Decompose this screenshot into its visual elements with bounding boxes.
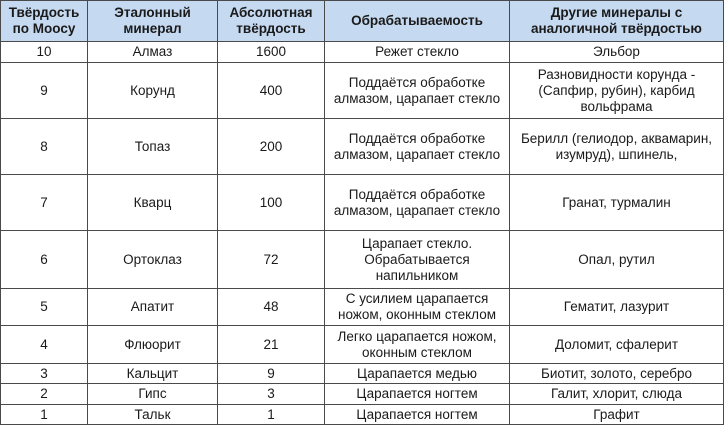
cell-absolute: 100 bbox=[218, 175, 325, 231]
cell-mineral: Корунд bbox=[88, 63, 218, 119]
cell-mineral: Алмаз bbox=[88, 42, 218, 63]
cell-hardness: 9 bbox=[1, 63, 88, 119]
cell-mineral: Кальцит bbox=[88, 364, 218, 384]
cell-absolute: 1600 bbox=[218, 42, 325, 63]
header-workability: Обрабатываемость bbox=[325, 1, 510, 42]
table-row bbox=[1, 405, 724, 425]
cell-others: Биотит, золото, серебро bbox=[510, 364, 724, 384]
cell-mineral: Кварц bbox=[88, 175, 218, 231]
cell-workability: Легко царапается ножом, оконным стеклом bbox=[325, 326, 510, 364]
table-header-row bbox=[1, 1, 724, 42]
cell-hardness: 4 bbox=[1, 326, 88, 364]
cell-hardness: 10 bbox=[1, 42, 88, 63]
cell-hardness: 5 bbox=[1, 289, 88, 326]
cell-hardness: 2 bbox=[1, 384, 88, 405]
cell-hardness: 7 bbox=[1, 175, 88, 231]
cell-workability: Царапается ногтем bbox=[325, 384, 510, 405]
cell-absolute: 72 bbox=[218, 231, 325, 289]
cell-absolute: 1 bbox=[218, 405, 325, 425]
cell-absolute: 48 bbox=[218, 289, 325, 326]
table-row bbox=[1, 42, 724, 63]
cell-mineral: Топаз bbox=[88, 119, 218, 175]
cell-absolute: 3 bbox=[218, 384, 325, 405]
cell-others: Галит, хлорит, слюда bbox=[510, 384, 724, 405]
cell-hardness: 1 bbox=[1, 405, 88, 425]
cell-others: Опал, рутил bbox=[510, 231, 724, 289]
cell-others: Берилл (гелиодор, аквамарин, изумруд), шпинель, bbox=[510, 119, 724, 175]
table-row bbox=[1, 326, 724, 364]
cell-mineral: Гипс bbox=[88, 384, 218, 405]
cell-others: Эльбор bbox=[510, 42, 724, 63]
cell-workability: Царапает стекло. Обрабатывается напильником bbox=[325, 231, 510, 289]
table-row bbox=[1, 119, 724, 175]
cell-workability: Царапается медью bbox=[325, 364, 510, 384]
cell-mineral: Ортоклаз bbox=[88, 231, 218, 289]
cell-hardness: 3 bbox=[1, 364, 88, 384]
cell-hardness: 8 bbox=[1, 119, 88, 175]
table-row bbox=[1, 231, 724, 289]
cell-others: Графит bbox=[510, 405, 724, 425]
cell-others: Гематит, лазурит bbox=[510, 289, 724, 326]
header-other-minerals: Другие минералы с аналогичной твёрдостью bbox=[510, 1, 724, 42]
cell-workability: Поддаётся обработке алмазом, царапает стекло bbox=[325, 63, 510, 119]
header-reference-mineral: Эталонный минерал bbox=[88, 1, 218, 42]
cell-workability: Режет стекло bbox=[325, 42, 510, 63]
header-absolute-hardness: Абсолютная твёрдость bbox=[218, 1, 325, 42]
cell-absolute: 200 bbox=[218, 119, 325, 175]
cell-others: Разновидности корунда - (Сапфир, рубин), карбид вольфрама bbox=[510, 63, 724, 119]
table-row bbox=[1, 63, 724, 119]
table-row bbox=[1, 175, 724, 231]
header-mohs-hardness: Твёрдость по Моосу bbox=[1, 1, 88, 42]
cell-workability: Царапается ногтем bbox=[325, 405, 510, 425]
table-row bbox=[1, 364, 724, 384]
cell-workability: С усилием царапается ножом, оконным стеклом bbox=[325, 289, 510, 326]
cell-mineral: Апатит bbox=[88, 289, 218, 326]
cell-others: Гранат, турмалин bbox=[510, 175, 724, 231]
table-row bbox=[1, 384, 724, 405]
cell-workability: Поддаётся обработке алмазом, царапает стекло bbox=[325, 119, 510, 175]
cell-mineral: Флюорит bbox=[88, 326, 218, 364]
cell-absolute: 400 bbox=[218, 63, 325, 119]
table-row bbox=[1, 289, 724, 326]
cell-absolute: 9 bbox=[218, 364, 325, 384]
cell-hardness: 6 bbox=[1, 231, 88, 289]
cell-others: Доломит, сфалерит bbox=[510, 326, 724, 364]
cell-absolute: 21 bbox=[218, 326, 325, 364]
cell-workability: Поддаётся обработке алмазом, царапает стекло bbox=[325, 175, 510, 231]
cell-mineral: Тальк bbox=[88, 405, 218, 425]
